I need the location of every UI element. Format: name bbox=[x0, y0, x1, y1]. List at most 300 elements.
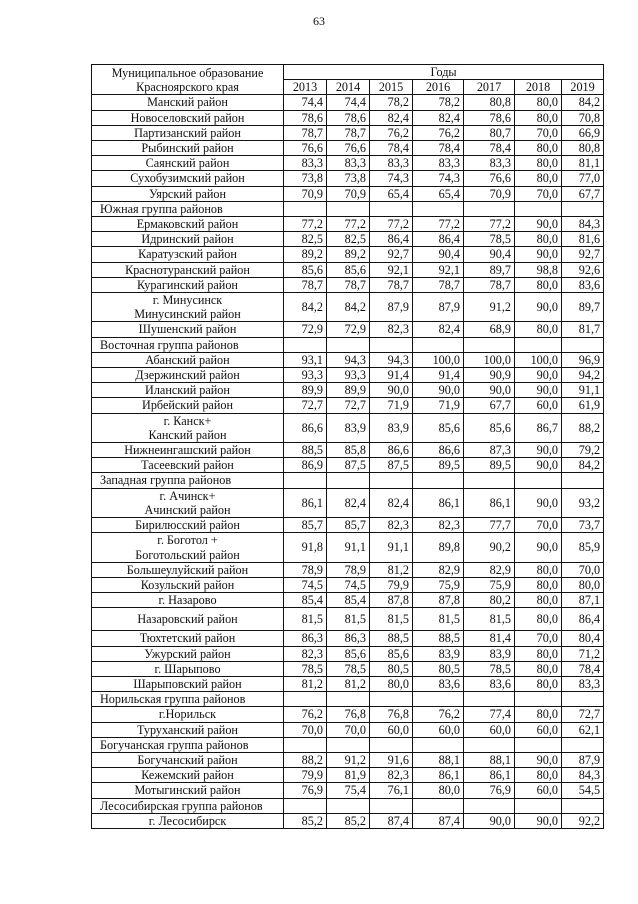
value-cell: 84,2 bbox=[327, 293, 370, 322]
value-cell: 80,0 bbox=[515, 110, 562, 125]
empty-cell bbox=[284, 798, 327, 813]
empty-cell bbox=[562, 692, 604, 707]
municipality-name-cell bbox=[92, 156, 284, 171]
value-cell: 86,4 bbox=[562, 608, 604, 631]
value-cell: 82,3 bbox=[370, 768, 413, 783]
value-cell: 73,8 bbox=[284, 171, 327, 186]
municipality-name-cell bbox=[92, 458, 284, 473]
year-header-cell: 2016 bbox=[413, 80, 464, 95]
table-row bbox=[92, 293, 604, 322]
group-name-cell: Южная группа районов bbox=[92, 201, 284, 216]
value-cell: 75,4 bbox=[327, 783, 370, 798]
value-cell: 88,1 bbox=[464, 752, 515, 767]
value-cell: 76,2 bbox=[413, 125, 464, 140]
value-cell: 83,3 bbox=[562, 676, 604, 691]
value-cell: 82,4 bbox=[327, 488, 370, 517]
value-cell: 86,1 bbox=[413, 768, 464, 783]
value-cell: 85,7 bbox=[284, 518, 327, 533]
table-row bbox=[92, 533, 604, 562]
value-cell: 80,0 bbox=[515, 676, 562, 691]
group-name-cell: Норильская группа районов bbox=[92, 692, 284, 707]
municipality-name-cell bbox=[92, 232, 284, 247]
empty-cell bbox=[413, 337, 464, 352]
municipality-name-cell bbox=[92, 661, 284, 676]
value-cell: 90,0 bbox=[464, 813, 515, 828]
value-cell: 70,0 bbox=[515, 631, 562, 646]
value-cell: 84,3 bbox=[562, 217, 604, 232]
municipality-name-cell bbox=[92, 141, 284, 156]
value-cell: 87,4 bbox=[413, 813, 464, 828]
value-cell: 76,6 bbox=[327, 141, 370, 156]
value-cell: 71,9 bbox=[413, 398, 464, 413]
value-cell: 83,3 bbox=[327, 156, 370, 171]
value-cell: 87,8 bbox=[370, 593, 413, 608]
municipality-name-line: Ермаковский район bbox=[136, 217, 239, 232]
value-cell: 86,7 bbox=[515, 413, 562, 442]
value-cell: 87,5 bbox=[327, 458, 370, 473]
value-cell: 70,8 bbox=[562, 110, 604, 125]
table-row bbox=[92, 752, 604, 767]
table-row bbox=[92, 813, 604, 828]
table-row bbox=[92, 722, 604, 737]
table-row bbox=[92, 443, 604, 458]
value-cell: 90,0 bbox=[370, 383, 413, 398]
value-cell: 74,3 bbox=[413, 171, 464, 186]
empty-cell bbox=[284, 201, 327, 216]
value-cell: 74,4 bbox=[284, 95, 327, 110]
table-row bbox=[92, 322, 604, 337]
municipality-name-line: Богучанский район bbox=[137, 752, 238, 767]
value-cell: 60,0 bbox=[515, 398, 562, 413]
value-cell: 80,7 bbox=[464, 125, 515, 140]
value-cell: 85,6 bbox=[284, 262, 327, 277]
value-cell: 70,0 bbox=[284, 722, 327, 737]
value-cell: 73,7 bbox=[562, 518, 604, 533]
municipality-name-line: Рыбинский район bbox=[141, 141, 234, 156]
municipality-name-line: Уярский район bbox=[148, 186, 226, 201]
group-row bbox=[92, 692, 604, 707]
value-cell: 90,4 bbox=[464, 247, 515, 262]
municipality-name-cell bbox=[92, 125, 284, 140]
value-cell: 87,3 bbox=[464, 443, 515, 458]
value-cell: 86,6 bbox=[284, 413, 327, 442]
value-cell: 80,0 bbox=[515, 171, 562, 186]
value-cell: 78,4 bbox=[464, 141, 515, 156]
value-cell: 78,4 bbox=[562, 661, 604, 676]
value-cell: 78,5 bbox=[284, 661, 327, 676]
value-cell: 76,8 bbox=[370, 707, 413, 722]
municipality-name-cell bbox=[92, 768, 284, 783]
value-cell: 81,6 bbox=[562, 232, 604, 247]
value-cell: 90,0 bbox=[413, 383, 464, 398]
value-cell: 71,2 bbox=[562, 646, 604, 661]
municipality-name-line: Сухобузимский район bbox=[130, 171, 245, 186]
value-cell: 80,0 bbox=[515, 768, 562, 783]
table-row bbox=[92, 608, 604, 631]
municipality-name-cell bbox=[92, 398, 284, 413]
municipality-name-cell bbox=[92, 813, 284, 828]
value-cell: 91,4 bbox=[370, 368, 413, 383]
value-cell: 91,6 bbox=[370, 752, 413, 767]
table-row bbox=[92, 352, 604, 367]
value-cell: 83,3 bbox=[464, 156, 515, 171]
value-cell: 82,5 bbox=[284, 232, 327, 247]
value-cell: 90,0 bbox=[515, 247, 562, 262]
value-cell: 81,4 bbox=[464, 631, 515, 646]
table-body bbox=[92, 95, 604, 829]
value-cell: 78,4 bbox=[413, 141, 464, 156]
municipality-name-cell bbox=[92, 262, 284, 277]
municipality-name-cell bbox=[92, 110, 284, 125]
value-cell: 81,2 bbox=[284, 676, 327, 691]
municipality-name-line: г. Минусинск bbox=[152, 293, 223, 308]
value-cell: 85,6 bbox=[413, 413, 464, 442]
value-cell: 74,4 bbox=[327, 95, 370, 110]
empty-cell bbox=[327, 798, 370, 813]
year-header-cell: 2017 bbox=[464, 80, 515, 95]
empty-cell bbox=[413, 692, 464, 707]
municipality-name-cell bbox=[92, 247, 284, 262]
empty-cell bbox=[464, 692, 515, 707]
value-cell: 86,1 bbox=[413, 488, 464, 517]
value-cell: 85,6 bbox=[370, 646, 413, 661]
value-cell: 81,5 bbox=[327, 608, 370, 631]
value-cell: 85,6 bbox=[327, 646, 370, 661]
value-cell: 68,9 bbox=[464, 322, 515, 337]
value-cell: 91,1 bbox=[327, 533, 370, 562]
value-cell: 80,8 bbox=[562, 141, 604, 156]
value-cell: 94,3 bbox=[327, 352, 370, 367]
municipality-name-cell bbox=[92, 608, 284, 631]
value-cell: 72,7 bbox=[284, 398, 327, 413]
value-cell: 78,5 bbox=[464, 232, 515, 247]
value-cell: 92,1 bbox=[370, 262, 413, 277]
value-cell: 78,5 bbox=[464, 661, 515, 676]
value-cell: 90,0 bbox=[464, 383, 515, 398]
municipality-name-line: Ирбейский район bbox=[142, 398, 233, 413]
municipality-name-cell bbox=[92, 217, 284, 232]
value-cell: 76,2 bbox=[413, 707, 464, 722]
value-cell: 80,0 bbox=[515, 277, 562, 292]
value-cell: 78,9 bbox=[327, 562, 370, 577]
empty-cell bbox=[327, 201, 370, 216]
value-cell: 79,9 bbox=[370, 577, 413, 592]
municipality-name-line: Ужурский район bbox=[144, 646, 231, 661]
municipality-name-cell bbox=[92, 562, 284, 577]
value-cell: 82,3 bbox=[370, 322, 413, 337]
empty-cell bbox=[327, 737, 370, 752]
empty-cell bbox=[370, 737, 413, 752]
value-cell: 76,9 bbox=[464, 783, 515, 798]
value-cell: 60,0 bbox=[370, 722, 413, 737]
value-cell: 93,2 bbox=[562, 488, 604, 517]
value-cell: 89,5 bbox=[413, 458, 464, 473]
empty-cell bbox=[284, 737, 327, 752]
table-row bbox=[92, 518, 604, 533]
municipality-name-line: Канский район bbox=[148, 427, 227, 442]
value-cell: 80,0 bbox=[515, 608, 562, 631]
value-cell: 74,5 bbox=[284, 577, 327, 592]
value-cell: 82,4 bbox=[413, 322, 464, 337]
value-cell: 91,2 bbox=[327, 752, 370, 767]
value-cell: 80,0 bbox=[515, 141, 562, 156]
value-cell: 82,4 bbox=[413, 110, 464, 125]
value-cell: 90,0 bbox=[515, 813, 562, 828]
value-cell: 87,1 bbox=[562, 593, 604, 608]
value-cell: 83,6 bbox=[562, 277, 604, 292]
municipality-name-cell bbox=[92, 95, 284, 110]
value-cell: 87,9 bbox=[562, 752, 604, 767]
value-cell: 78,7 bbox=[464, 277, 515, 292]
municipality-name-cell bbox=[92, 752, 284, 767]
value-cell: 90,0 bbox=[515, 752, 562, 767]
value-cell: 78,7 bbox=[284, 125, 327, 140]
value-cell: 85,9 bbox=[562, 533, 604, 562]
municipality-name-line: Бирилюсский район bbox=[135, 518, 240, 533]
value-cell: 78,7 bbox=[413, 277, 464, 292]
value-cell: 65,4 bbox=[413, 186, 464, 201]
value-cell: 86,6 bbox=[413, 443, 464, 458]
municipality-name-line: Идринский район bbox=[141, 232, 234, 247]
value-cell: 78,6 bbox=[284, 110, 327, 125]
municipality-name-cell bbox=[92, 631, 284, 646]
value-cell: 66,9 bbox=[562, 125, 604, 140]
group-name-cell: Восточная группа районов bbox=[92, 337, 284, 352]
value-cell: 76,1 bbox=[370, 783, 413, 798]
municipality-name-cell bbox=[92, 277, 284, 292]
value-cell: 80,5 bbox=[370, 661, 413, 676]
table-row bbox=[92, 631, 604, 646]
value-cell: 83,9 bbox=[327, 413, 370, 442]
value-cell: 91,8 bbox=[284, 533, 327, 562]
municipality-name-line: г. Назарово bbox=[158, 593, 217, 608]
municipality-name-line: Большеулуйский район bbox=[126, 562, 249, 577]
value-cell: 86,6 bbox=[370, 443, 413, 458]
value-cell: 96,9 bbox=[562, 352, 604, 367]
value-cell: 67,7 bbox=[464, 398, 515, 413]
value-cell: 60,0 bbox=[515, 722, 562, 737]
value-cell: 72,9 bbox=[284, 322, 327, 337]
municipality-name-cell bbox=[92, 368, 284, 383]
empty-cell bbox=[370, 692, 413, 707]
value-cell: 85,2 bbox=[327, 813, 370, 828]
value-cell: 84,2 bbox=[562, 95, 604, 110]
value-cell: 86,1 bbox=[284, 488, 327, 517]
value-cell: 100,0 bbox=[464, 352, 515, 367]
value-cell: 82,5 bbox=[327, 232, 370, 247]
value-cell: 83,9 bbox=[413, 646, 464, 661]
municipality-header bbox=[92, 65, 284, 95]
page-number: 63 bbox=[313, 14, 325, 28]
value-cell: 80,0 bbox=[515, 95, 562, 110]
municipality-name-line: Шушенский район bbox=[138, 322, 237, 337]
group-name-cell: Западная группа районов bbox=[92, 473, 284, 488]
municipality-name-line: Боготольский район bbox=[135, 547, 240, 562]
value-cell: 81,1 bbox=[562, 156, 604, 171]
value-cell: 70,0 bbox=[515, 518, 562, 533]
table-row bbox=[92, 277, 604, 292]
value-cell: 88,2 bbox=[284, 752, 327, 767]
table-row bbox=[92, 707, 604, 722]
municipality-name-line: Ачинский район bbox=[144, 502, 231, 517]
value-cell: 70,0 bbox=[327, 722, 370, 737]
municipality-name-cell bbox=[92, 577, 284, 592]
value-cell: 98,8 bbox=[515, 262, 562, 277]
value-cell: 80,8 bbox=[464, 95, 515, 110]
municipality-name-line: Тасеевский район bbox=[141, 458, 234, 473]
value-cell: 86,4 bbox=[413, 232, 464, 247]
table-row bbox=[92, 232, 604, 247]
value-cell: 80,5 bbox=[413, 661, 464, 676]
years-header: Годы bbox=[284, 65, 604, 80]
value-cell: 77,2 bbox=[464, 217, 515, 232]
municipality-name-line: г. Шарыпово bbox=[154, 661, 221, 676]
value-cell: 80,0 bbox=[515, 661, 562, 676]
value-cell: 80,0 bbox=[515, 156, 562, 171]
table-row bbox=[92, 593, 604, 608]
value-cell: 62,1 bbox=[562, 722, 604, 737]
empty-cell bbox=[515, 473, 562, 488]
value-cell: 88,5 bbox=[413, 631, 464, 646]
empty-cell bbox=[562, 737, 604, 752]
empty-cell bbox=[370, 473, 413, 488]
value-cell: 86,9 bbox=[284, 458, 327, 473]
value-cell: 80,0 bbox=[515, 232, 562, 247]
municipal-data-table bbox=[91, 64, 604, 829]
value-cell: 100,0 bbox=[515, 352, 562, 367]
empty-cell bbox=[562, 337, 604, 352]
value-cell: 87,4 bbox=[370, 813, 413, 828]
value-cell: 90,9 bbox=[464, 368, 515, 383]
value-cell: 80,0 bbox=[515, 322, 562, 337]
value-cell: 90,0 bbox=[515, 217, 562, 232]
municipality-name-cell bbox=[92, 518, 284, 533]
municipality-name-line: Дзержинский район bbox=[135, 368, 240, 383]
value-cell: 78,2 bbox=[413, 95, 464, 110]
value-cell: 100,0 bbox=[413, 352, 464, 367]
group-name-cell: Богучанская группа районов bbox=[92, 737, 284, 752]
empty-cell bbox=[327, 692, 370, 707]
value-cell: 85,8 bbox=[327, 443, 370, 458]
value-cell: 78,7 bbox=[327, 125, 370, 140]
empty-cell bbox=[562, 473, 604, 488]
value-cell: 72,7 bbox=[327, 398, 370, 413]
empty-cell bbox=[464, 737, 515, 752]
value-cell: 82,9 bbox=[413, 562, 464, 577]
municipality-name-cell bbox=[92, 488, 284, 517]
table-row bbox=[92, 562, 604, 577]
table-row bbox=[92, 577, 604, 592]
value-cell: 76,2 bbox=[370, 125, 413, 140]
value-cell: 90,0 bbox=[515, 293, 562, 322]
municipality-name-cell bbox=[92, 646, 284, 661]
municipality-name-line: Каратузский район bbox=[138, 247, 237, 262]
value-cell: 88,5 bbox=[284, 443, 327, 458]
municipality-name-line: Новоселовский район bbox=[130, 110, 245, 125]
value-cell: 73,8 bbox=[327, 171, 370, 186]
value-cell: 87,5 bbox=[370, 458, 413, 473]
empty-cell bbox=[413, 473, 464, 488]
value-cell: 81,2 bbox=[370, 562, 413, 577]
value-cell: 76,9 bbox=[284, 783, 327, 798]
value-cell: 54,5 bbox=[562, 783, 604, 798]
value-cell: 77,2 bbox=[284, 217, 327, 232]
municipality-name-line: Нижнеингашский район bbox=[124, 443, 251, 458]
empty-cell bbox=[464, 798, 515, 813]
municipality-name-line: г. Боготол + bbox=[157, 533, 218, 548]
value-cell: 81,7 bbox=[562, 322, 604, 337]
value-cell: 91,1 bbox=[562, 383, 604, 398]
value-cell: 71,9 bbox=[370, 398, 413, 413]
value-cell: 70,0 bbox=[515, 186, 562, 201]
value-cell: 85,4 bbox=[284, 593, 327, 608]
table-row bbox=[92, 488, 604, 517]
value-cell: 82,3 bbox=[413, 518, 464, 533]
municipality-name-line: г. Канск+ bbox=[163, 413, 212, 428]
value-cell: 76,6 bbox=[464, 171, 515, 186]
value-cell: 87,9 bbox=[413, 293, 464, 322]
value-cell: 70,9 bbox=[327, 186, 370, 201]
value-cell: 81,5 bbox=[464, 608, 515, 631]
value-cell: 78,2 bbox=[370, 95, 413, 110]
value-cell: 83,6 bbox=[413, 676, 464, 691]
municipality-name-cell bbox=[92, 676, 284, 691]
value-cell: 86,3 bbox=[284, 631, 327, 646]
table-row bbox=[92, 676, 604, 691]
table-row bbox=[92, 247, 604, 262]
municipality-name-cell bbox=[92, 352, 284, 367]
municipality-name-line: Абанский район bbox=[145, 352, 230, 367]
value-cell: 88,5 bbox=[370, 631, 413, 646]
municipality-name-line: Минусинский район bbox=[134, 307, 241, 322]
municipality-header-line1: Муниципальное образование bbox=[111, 65, 264, 80]
value-cell: 80,0 bbox=[413, 783, 464, 798]
value-cell: 78,6 bbox=[327, 110, 370, 125]
table-row bbox=[92, 171, 604, 186]
value-cell: 83,9 bbox=[370, 413, 413, 442]
value-cell: 77,2 bbox=[327, 217, 370, 232]
municipality-header-line2: Красноярского края bbox=[136, 79, 239, 94]
empty-cell bbox=[370, 201, 413, 216]
value-cell: 85,2 bbox=[284, 813, 327, 828]
group-row bbox=[92, 201, 604, 216]
municipality-name-cell bbox=[92, 413, 284, 442]
value-cell: 75,9 bbox=[413, 577, 464, 592]
value-cell: 80,0 bbox=[515, 646, 562, 661]
value-cell: 90,4 bbox=[413, 247, 464, 262]
value-cell: 82,4 bbox=[370, 488, 413, 517]
group-name-cell: Лесосибирская группа районов bbox=[92, 798, 284, 813]
value-cell: 87,9 bbox=[370, 293, 413, 322]
municipality-name-cell bbox=[92, 707, 284, 722]
municipality-name-line: Кежемский район bbox=[141, 768, 234, 783]
value-cell: 92,6 bbox=[562, 262, 604, 277]
group-row bbox=[92, 798, 604, 813]
municipality-name-line: Туруханский район bbox=[137, 722, 238, 737]
municipality-name-line: Назаровский район bbox=[137, 612, 238, 627]
value-cell: 77,7 bbox=[464, 518, 515, 533]
value-cell: 90,0 bbox=[515, 533, 562, 562]
municipality-name-line: Манский район bbox=[147, 95, 228, 110]
value-cell: 85,7 bbox=[327, 518, 370, 533]
value-cell: 77,0 bbox=[562, 171, 604, 186]
table-row bbox=[92, 413, 604, 442]
municipality-name-cell bbox=[92, 593, 284, 608]
municipality-name-line: Курагинский район bbox=[137, 277, 238, 292]
value-cell: 94,3 bbox=[370, 352, 413, 367]
table-row bbox=[92, 125, 604, 140]
value-cell: 80,2 bbox=[464, 593, 515, 608]
